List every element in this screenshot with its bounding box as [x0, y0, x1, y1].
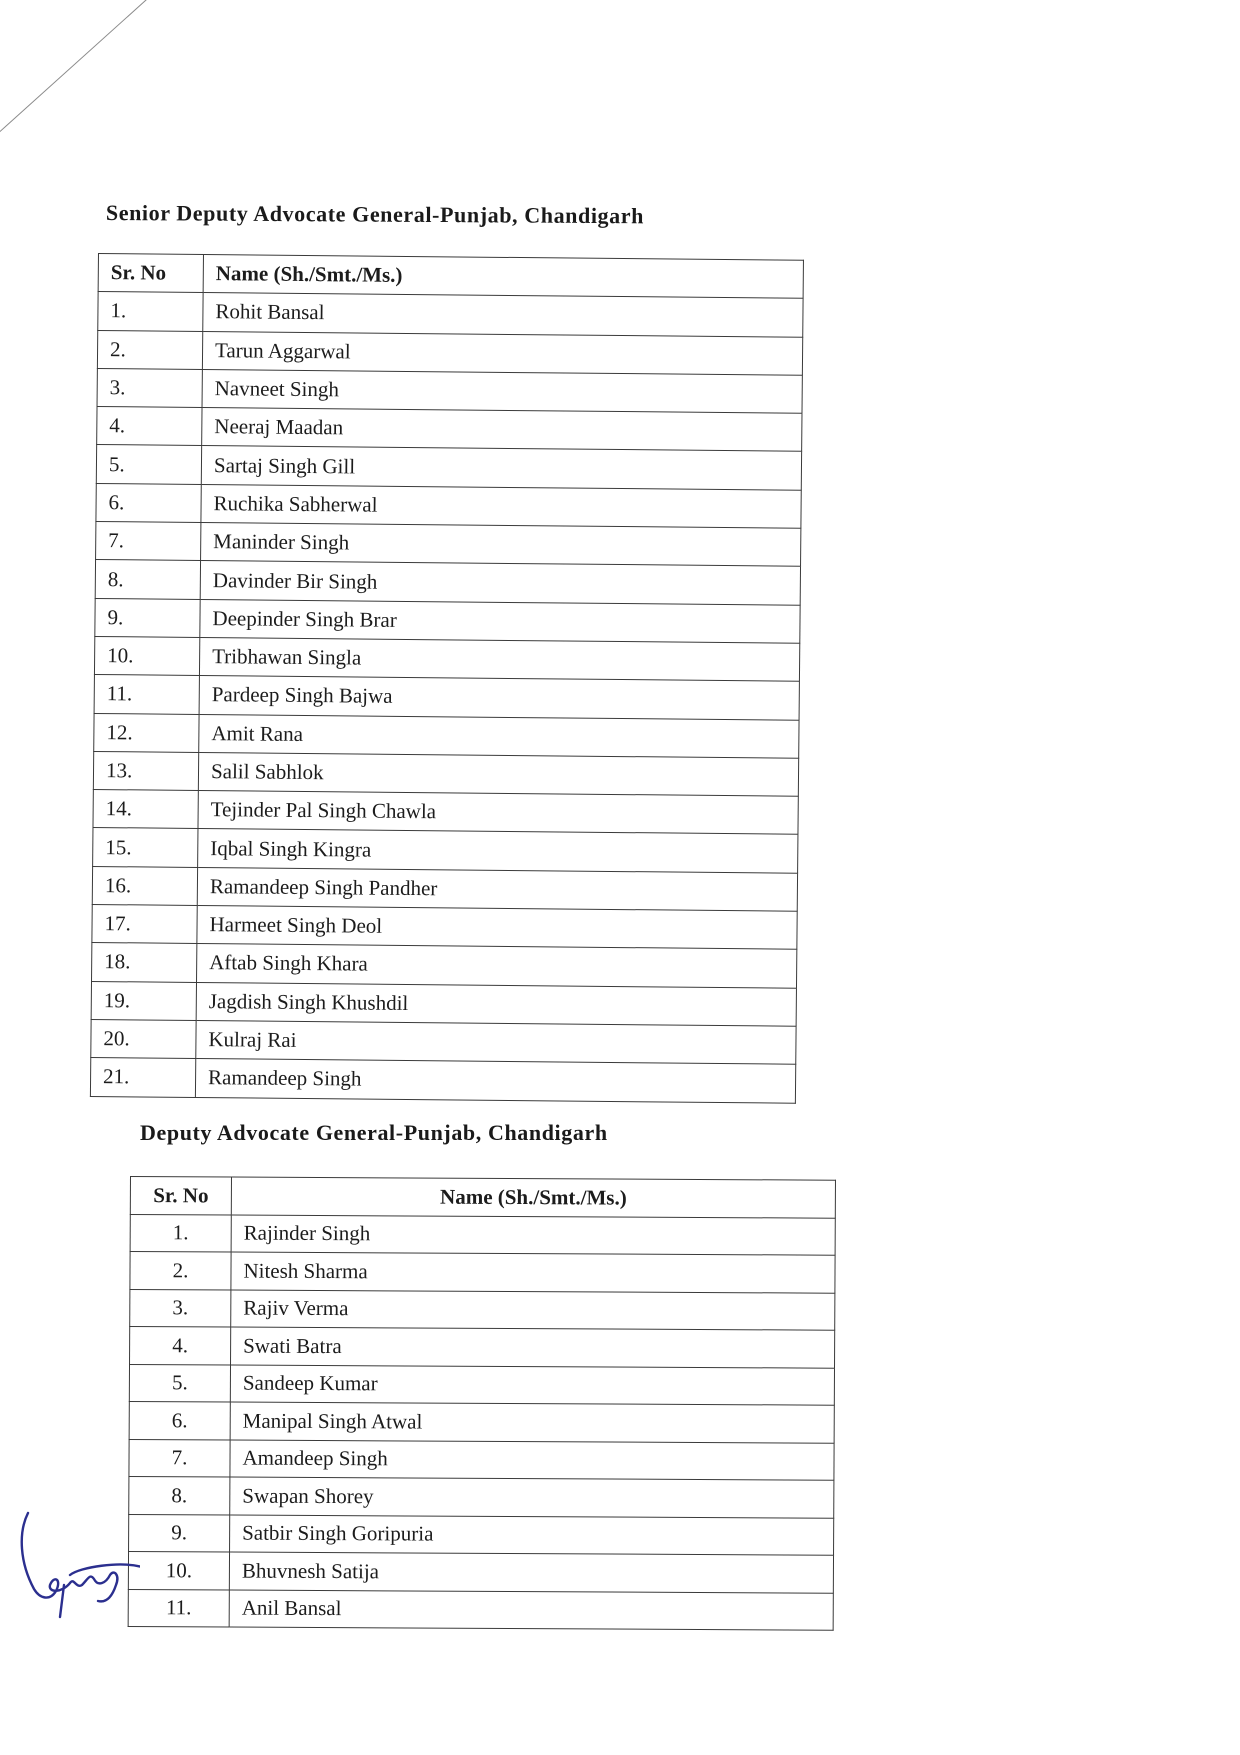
column-header-name: Name (Sh./Smt./Ms.): [203, 255, 803, 299]
table-row: [94, 713, 799, 758]
name-cell: Tribhawan Singla: [199, 637, 799, 681]
table-row: [96, 445, 801, 490]
handwritten-signature: [10, 1505, 140, 1620]
name-cell: Manipal Singh Atwal: [230, 1402, 834, 1443]
serial-number-cell: 6.: [129, 1401, 230, 1439]
serial-number-cell: 11.: [94, 675, 199, 714]
table-row: [129, 1401, 834, 1442]
name-cell: Ruchika Sabherwal: [201, 484, 801, 528]
name-cell: Amit Rana: [199, 714, 799, 758]
name-cell: Swapan Shorey: [230, 1477, 834, 1518]
name-cell: Tarun Aggarwal: [202, 331, 802, 375]
serial-number-cell: 9.: [95, 598, 200, 637]
name-cell: Navneet Singh: [202, 369, 802, 413]
serial-number-cell: 8.: [129, 1476, 230, 1514]
deputy-dag-table: [128, 1176, 836, 1631]
name-cell: Ramandeep Singh Pandher: [197, 867, 797, 911]
table-header-row: [130, 1177, 835, 1218]
name-cell: Rohit Bansal: [203, 293, 803, 337]
column-header-name: Name (Sh./Smt./Ms.): [231, 1177, 835, 1218]
table-row: [130, 1252, 835, 1293]
serial-number-cell: 18.: [92, 943, 197, 982]
section-title-senior: Senior Deputy Advocate General-Punjab, Chandigarh: [105, 200, 645, 229]
serial-number-cell: 1.: [130, 1214, 231, 1252]
senior-dag-table: [90, 253, 804, 1103]
serial-number-cell: 14.: [93, 790, 198, 829]
table-row: [129, 1439, 834, 1480]
table-row: [96, 483, 801, 528]
table-row: [92, 943, 797, 988]
table-row: [97, 368, 802, 413]
name-cell: Maninder Singh: [201, 523, 801, 567]
name-cell: Tejinder Pal Singh Chawla: [198, 791, 798, 835]
serial-number-cell: 8.: [95, 560, 200, 599]
table-row: [130, 1214, 835, 1255]
name-cell: Harmeet Singh Deol: [197, 906, 797, 950]
serial-number-cell: 3.: [130, 1289, 231, 1327]
serial-number-cell: 2.: [97, 330, 202, 369]
serial-number-cell: 16.: [92, 866, 197, 905]
table-row: [93, 790, 798, 835]
name-cell: Sartaj Singh Gill: [201, 446, 801, 490]
table-row: [129, 1514, 834, 1555]
name-cell: Aftab Singh Khara: [197, 944, 797, 988]
table-row: [91, 981, 796, 1026]
name-cell: Sandeep Kumar: [230, 1365, 834, 1406]
table-row: [130, 1327, 835, 1368]
name-cell: Nitesh Sharma: [231, 1252, 835, 1293]
serial-number-cell: 3.: [97, 368, 202, 407]
serial-number-cell: 7.: [96, 522, 201, 561]
column-header-sr-no: Sr. No: [130, 1177, 231, 1215]
section-title-deputy: Deputy Advocate General-Punjab, Chandigarh: [140, 1120, 608, 1145]
name-cell: Amandeep Singh: [230, 1440, 834, 1481]
serial-number-cell: 10.: [128, 1551, 229, 1589]
name-cell: Salil Sabhlok: [198, 752, 798, 796]
serial-number-cell: 4.: [97, 407, 202, 446]
table-row: [129, 1364, 834, 1405]
serial-number-cell: 2.: [130, 1252, 231, 1290]
serial-number-cell: 19.: [91, 981, 196, 1020]
table-row: [95, 598, 800, 643]
table-row: [97, 330, 802, 375]
table-row: [94, 675, 799, 720]
name-cell: Jagdish Singh Khushdil: [196, 982, 796, 1026]
name-cell: Anil Bansal: [229, 1590, 833, 1631]
serial-number-cell: 6.: [96, 483, 201, 522]
serial-number-cell: 10.: [94, 636, 199, 675]
name-cell: Ramandeep Singh: [195, 1059, 795, 1103]
name-cell: Swati Batra: [231, 1327, 835, 1368]
table-row: [92, 905, 797, 950]
name-cell: Rajinder Singh: [231, 1215, 835, 1256]
table-row: [95, 560, 800, 605]
table-row: [92, 866, 797, 911]
name-cell: Kulraj Rai: [196, 1020, 796, 1064]
name-cell: Iqbal Singh Kingra: [198, 829, 798, 873]
table-row: [96, 522, 801, 567]
name-cell: Davinder Bir Singh: [200, 561, 800, 605]
serial-number-cell: 15.: [93, 828, 198, 867]
name-cell: Deepinder Singh Brar: [200, 599, 800, 643]
name-cell: Satbir Singh Goripuria: [230, 1515, 834, 1556]
name-cell: Bhuvnesh Satija: [229, 1552, 833, 1593]
serial-number-cell: 4.: [130, 1327, 231, 1365]
serial-number-cell: 13.: [93, 751, 198, 790]
table-row: [128, 1589, 833, 1630]
serial-number-cell: 7.: [129, 1439, 230, 1477]
table-header-row: [98, 254, 803, 299]
table-row: [93, 751, 798, 796]
name-cell: Pardeep Singh Bajwa: [199, 676, 799, 720]
serial-number-cell: 12.: [94, 713, 199, 752]
serial-number-cell: 9.: [129, 1514, 230, 1552]
serial-number-cell: 5.: [129, 1364, 230, 1402]
serial-number-cell: 11.: [128, 1589, 229, 1627]
table-row: [90, 1058, 795, 1103]
table-row: [97, 407, 802, 452]
name-cell: Rajiv Verma: [231, 1290, 835, 1331]
table-row: [129, 1476, 834, 1517]
scan-artifact-line: [0, 0, 154, 141]
serial-number-cell: 20.: [91, 1019, 196, 1058]
serial-number-cell: 21.: [90, 1058, 195, 1097]
serial-number-cell: 17.: [92, 905, 197, 944]
table-row: [94, 636, 799, 681]
column-header-sr-no: Sr. No: [98, 254, 203, 293]
table-row: [93, 828, 798, 873]
table-row: [91, 1019, 796, 1064]
table-row: [98, 292, 803, 337]
table-row: [128, 1551, 833, 1592]
table-row: [130, 1289, 835, 1330]
serial-number-cell: 5.: [96, 445, 201, 484]
name-cell: Neeraj Maadan: [202, 408, 802, 452]
serial-number-cell: 1.: [98, 292, 203, 331]
